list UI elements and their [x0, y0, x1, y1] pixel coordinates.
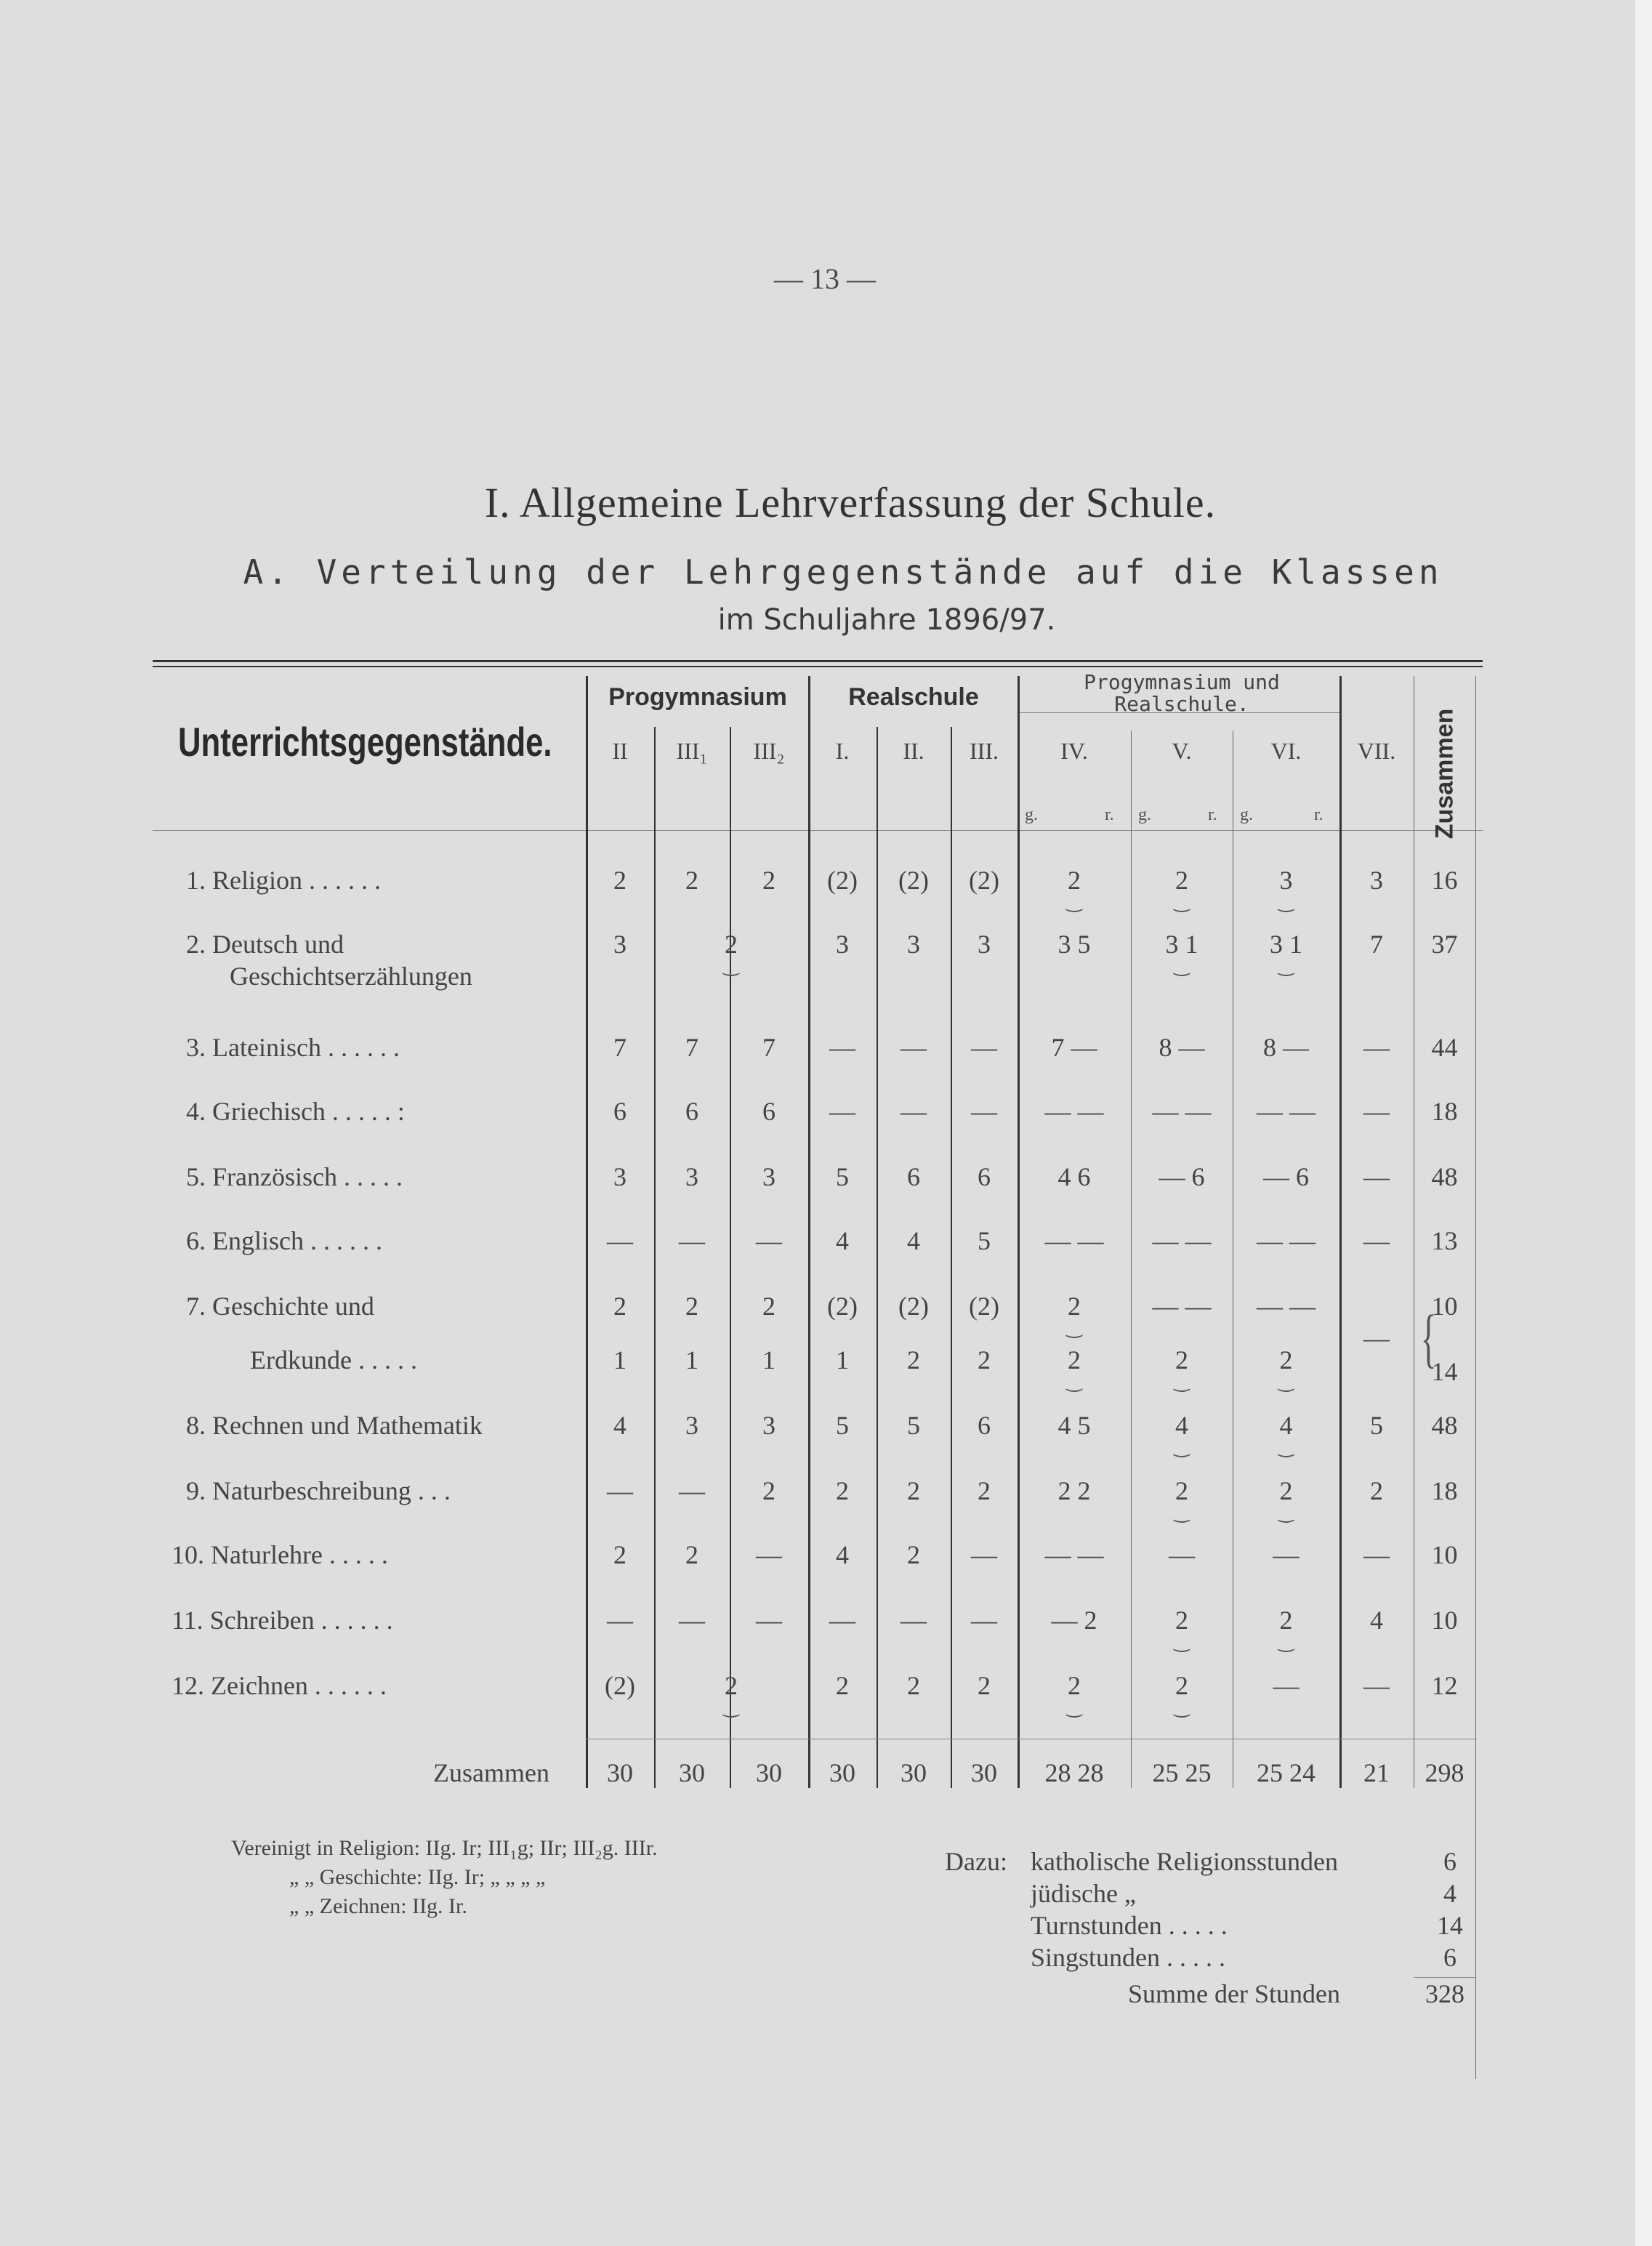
table-cell: — [971, 1606, 997, 1635]
table-cell: — [1363, 1540, 1390, 1569]
col-header: III₁ [676, 738, 708, 764]
row-total: 48 [1431, 1162, 1458, 1191]
subject-label: 12. Zeichnen . . . . . . [172, 1671, 387, 1700]
gr-label: g. [1025, 805, 1038, 824]
table-cell: 7 [1370, 930, 1383, 959]
merge-brace: ‿ [723, 955, 739, 976]
table-cell: — [1363, 1097, 1390, 1126]
table-cell: 7 [685, 1033, 698, 1062]
table-cell: 8 — [1159, 1033, 1205, 1062]
table-cell: — [1169, 1540, 1195, 1569]
table-cell: 2 [685, 866, 698, 895]
table-cell: (2) [898, 866, 929, 895]
subject-label: 1. Religion . . . . . . [186, 866, 381, 895]
subtitle-year: im Schuljahre 1896/97. [717, 603, 1056, 637]
table-cell: — [1363, 1162, 1390, 1191]
table-cell: — [1363, 1226, 1390, 1255]
table-cell: 2 [836, 1671, 849, 1700]
col-header: I. [835, 738, 850, 764]
column-total: 30 [679, 1758, 705, 1787]
column-total: 30 [971, 1758, 997, 1787]
table-cell: — — [1044, 1540, 1104, 1569]
table-cell: — — [1257, 1292, 1315, 1321]
subject-label: 8. Rechnen und Mathematik [186, 1411, 483, 1440]
table-cell: 2 [1175, 1476, 1188, 1505]
row-total: 48 [1431, 1411, 1458, 1440]
table-cell: 2 [907, 1345, 920, 1374]
table-cell: 2 [836, 1476, 849, 1505]
subject-label: 7. Geschichte und [186, 1292, 374, 1321]
merge-brace: ‿ [723, 1696, 739, 1718]
table-cell: 3 5 [1057, 930, 1091, 959]
table-cell: 2 [1175, 1606, 1188, 1635]
merge-brace: ‿ [1174, 1696, 1190, 1718]
table-cell: 2 [1175, 1671, 1188, 1700]
column-total: 30 [756, 1758, 782, 1787]
subject-label: 2. Deutsch und [186, 930, 344, 959]
table-cell: (2) [969, 866, 999, 895]
table-cell: 3 [1279, 866, 1293, 895]
table-cell: 2 [978, 1671, 991, 1700]
extra-value: 6 [1443, 1943, 1456, 1972]
subject-label: 3. Lateinisch . . . . . . [186, 1033, 400, 1062]
row-total: 13 [1431, 1226, 1458, 1255]
table-cell: 2 [762, 1292, 775, 1321]
dazu-label: Dazu: [945, 1847, 1007, 1876]
table-cell: 5 [1370, 1411, 1383, 1440]
table-cell: 2 [907, 1671, 920, 1700]
table-cell: — [829, 1606, 855, 1635]
table-cell: 8 — [1263, 1033, 1309, 1062]
table-top-rule-2 [153, 666, 1483, 667]
grand-total: 298 [1425, 1758, 1464, 1787]
note-line: „ „ Geschichte: IIg. Ir; „ „ „ „ [289, 1865, 546, 1889]
merge-brace: ‿ [1278, 891, 1294, 912]
table-cell: 4 [613, 1411, 626, 1440]
table-cell: 2 [685, 1540, 698, 1569]
page-edge [1635, 0, 1652, 2246]
page-title: I. Allgemeine Lehrverfassung der Schule. [484, 479, 1217, 526]
table-cell: 6 [613, 1097, 626, 1126]
merge-brace: ‿ [1066, 1371, 1082, 1392]
subject-label: 11. Schreiben . . . . . . [172, 1606, 393, 1635]
extra-label: jüdische „ [1031, 1879, 1136, 1908]
table-cell: — [900, 1033, 927, 1062]
merge-brace: ‿ [1174, 1371, 1190, 1392]
extra-label: katholische Religionsstunden [1031, 1847, 1338, 1876]
column-total: 30 [607, 1758, 633, 1787]
col-header: VI. [1270, 738, 1302, 764]
table-cell: 3 [685, 1162, 698, 1191]
table-cell: — [1273, 1671, 1300, 1700]
sum-label: Summe der Stunden [1128, 1979, 1340, 2008]
table-cell: — — [1152, 1226, 1212, 1255]
table-cell: — 6 [1263, 1162, 1309, 1191]
table-cell: — 6 [1159, 1162, 1205, 1191]
merge-brace: ‿ [1278, 955, 1294, 976]
table-cell: 2 [762, 866, 775, 895]
merge-brace: ‿ [1174, 891, 1190, 912]
table-cell: — — [1044, 1097, 1104, 1126]
table-cell: — [1363, 1033, 1390, 1062]
table-cell: — [679, 1226, 705, 1255]
extra-value: 6 [1443, 1847, 1456, 1876]
table-cell: — [679, 1476, 705, 1505]
table-cell-merged: 2 [725, 930, 738, 959]
row-total: 12 [1431, 1671, 1458, 1700]
table-cell: 7 — [1051, 1033, 1097, 1062]
table-cell: — [829, 1097, 855, 1126]
table-cell: 7 [613, 1033, 626, 1062]
subject-label: 6. Englisch . . . . . . [186, 1226, 382, 1255]
merge-brace: ‿ [1174, 1631, 1190, 1652]
merge-brace: ‿ [1174, 1436, 1190, 1457]
row-total: 37 [1431, 930, 1458, 959]
column-total: 30 [900, 1758, 927, 1787]
row-total: 10 [1431, 1606, 1458, 1635]
table-cell: 2 [978, 1345, 991, 1374]
table-cell: 4 6 [1057, 1162, 1091, 1191]
column-total: 28 28 [1044, 1758, 1104, 1787]
table-cell: 2 [613, 866, 626, 895]
note-line: „ „ Zeichnen: IIg. Ir. [289, 1894, 467, 1918]
table-cell: 6 [762, 1097, 775, 1126]
column-total: 25 24 [1257, 1758, 1315, 1787]
table-cell: 3 [836, 930, 849, 959]
table-cell: — [829, 1033, 855, 1062]
table-cell: 3 [762, 1411, 775, 1440]
table-cell: 3 [613, 1162, 626, 1191]
table-cell: 2 [762, 1476, 775, 1505]
table-cell: — — [1044, 1226, 1104, 1255]
table-cell: 2 [907, 1540, 920, 1569]
table-cell: — [756, 1606, 782, 1635]
row-total: 10 [1431, 1292, 1458, 1321]
table-cell: 2 2 [1057, 1476, 1091, 1505]
table-cell: 3 [613, 930, 626, 959]
table-cell: 2 [1279, 1476, 1293, 1505]
table-cell: — — [1257, 1226, 1315, 1255]
col-header: III₂ [753, 738, 785, 764]
col-header: II [612, 738, 628, 764]
row-total: 14 [1431, 1357, 1458, 1386]
row-total: 44 [1431, 1033, 1458, 1062]
group-progymnasium: Progymnasium [608, 683, 787, 711]
gr-label: r. [1208, 805, 1217, 824]
note-line: Vereinigt in Religion: IIg. Ir; III₁g; IIr; III₂g. IIIr. [231, 1836, 658, 1860]
subject-label: 9. Naturbeschreibung . . . [186, 1476, 451, 1505]
merge-brace: ‿ [1278, 1436, 1294, 1457]
extra-label: Singstunden . . . . . [1031, 1943, 1226, 1972]
row-total: 18 [1431, 1476, 1458, 1505]
table-cell: 4 [836, 1540, 849, 1569]
col-header: IV. [1060, 738, 1088, 764]
table-cell: (2) [969, 1292, 999, 1321]
gr-label: r. [1314, 805, 1323, 824]
column-total: 30 [829, 1758, 855, 1787]
table-cell: — — [1257, 1097, 1315, 1126]
table-cell: 4 [907, 1226, 920, 1255]
table-cell: 6 [685, 1097, 698, 1126]
merge-brace: ‿ [1066, 1696, 1082, 1718]
table-cell: — 2 [1051, 1606, 1097, 1635]
merge-brace: ‿ [1174, 955, 1190, 976]
sum-value: 328 [1425, 1979, 1464, 2008]
table-cell: 2 [1068, 1345, 1081, 1374]
table-cell: — — [1152, 1097, 1212, 1126]
subject-label: 5. Französisch . . . . . [186, 1162, 403, 1191]
column-total: 21 [1363, 1758, 1390, 1787]
merge-brace: ‿ [1278, 1631, 1294, 1652]
table-cell: — [971, 1097, 997, 1126]
table-cell-merged: 2 [725, 1671, 738, 1700]
col-header: III. [970, 738, 999, 764]
table-cell: — [756, 1540, 782, 1569]
table-cell: 2 [1175, 866, 1188, 895]
gr-label: g. [1138, 805, 1151, 824]
table-cell: 5 [978, 1226, 991, 1255]
table-cell: 2 [685, 1292, 698, 1321]
table-cell: 2 [1175, 1345, 1188, 1374]
table-cell: — [607, 1226, 633, 1255]
table-cell: 1 [685, 1345, 698, 1374]
column-total: 25 25 [1152, 1758, 1212, 1787]
table-cell: — [607, 1476, 633, 1505]
table-cell: 3 [978, 930, 991, 959]
subject-label: 4. Griechisch . . . . . : [186, 1097, 405, 1126]
col-header: V. [1172, 738, 1192, 764]
table-cell: 6 [978, 1162, 991, 1191]
zusammen-header: Zusammen [1430, 708, 1459, 840]
subject-label-2: Geschichtserzählungen [230, 962, 472, 991]
table-top-rule [153, 660, 1483, 662]
table-cell: 4 [1370, 1606, 1383, 1635]
table-cell: 2 [1279, 1606, 1293, 1635]
subtitle: A. Verteilung der Lehrgegenstände auf die Klassen [243, 552, 1443, 592]
table-cell: 2 [978, 1476, 991, 1505]
table-cell: (2) [827, 866, 858, 895]
table-cell: 5 [907, 1411, 920, 1440]
col-rule [1475, 676, 1476, 2079]
table-cell: (2) [827, 1292, 858, 1321]
header-bottom-rule [153, 830, 1483, 831]
subject-label: Erdkunde . . . . . [250, 1345, 417, 1374]
gr-label: r. [1105, 805, 1114, 824]
table-cell: 2 [907, 1476, 920, 1505]
table-cell: — [971, 1033, 997, 1062]
page-number: — 13 — [774, 262, 876, 295]
table-cell: (2) [898, 1292, 929, 1321]
table-cell: 1 [613, 1345, 626, 1374]
table-cell: (2) [605, 1671, 635, 1700]
col-header: II. [903, 738, 924, 764]
row-total: 10 [1431, 1540, 1458, 1569]
table-cell: 2 [1279, 1345, 1293, 1374]
table-cell: 2 [1068, 1292, 1081, 1321]
table-cell: 2 [1068, 866, 1081, 895]
table-cell: — [679, 1606, 705, 1635]
table-cell: 2 [1068, 1671, 1081, 1700]
sum-rule [1414, 1977, 1475, 1978]
table-cell: 2 [613, 1540, 626, 1569]
gr-label: g. [1240, 805, 1253, 824]
table-cell: 3 [762, 1162, 775, 1191]
total-brace: { [1420, 1303, 1437, 1374]
extra-value: 4 [1443, 1879, 1456, 1908]
subjects-header: Unterrichtsgegenstände. [178, 719, 552, 765]
zusammen-label: Zusammen [433, 1758, 549, 1787]
row-total: 16 [1431, 866, 1458, 895]
table-cell: — [900, 1097, 927, 1126]
row-total: 18 [1431, 1097, 1458, 1126]
table-cell: 3 1 [1270, 930, 1302, 959]
table-cell: 1 [836, 1345, 849, 1374]
table-cell: 2 [613, 1292, 626, 1321]
table-cell: — — [1152, 1292, 1212, 1321]
table-cell: — [607, 1606, 633, 1635]
table-cell: 3 1 [1165, 930, 1198, 959]
merge-brace: ‿ [1066, 1317, 1082, 1338]
table-cell: 4 [1175, 1411, 1188, 1440]
extra-value: 14 [1437, 1911, 1463, 1940]
table-cell: — [971, 1540, 997, 1569]
table-cell: — [1273, 1540, 1300, 1569]
merge-brace: ‿ [1174, 1502, 1190, 1523]
merge-brace: ‿ [1278, 1371, 1294, 1392]
table-cell: 3 [907, 930, 920, 959]
table-cell: 1 [762, 1345, 775, 1374]
table-cell: 4 [836, 1226, 849, 1255]
subject-label: 10. Naturlehre . . . . . [172, 1540, 388, 1569]
col-header: VII. [1357, 738, 1396, 764]
table-cell: 7 [762, 1033, 775, 1062]
table-cell: 4 [1279, 1411, 1293, 1440]
table-cell: 3 [1370, 866, 1383, 895]
group-combined: Progymnasium und Realschule. [1084, 670, 1280, 716]
table-cell: — [756, 1226, 782, 1255]
merge-brace: ‿ [1066, 891, 1082, 912]
table-cell: 3 [685, 1411, 698, 1440]
table-cell: 2 [1370, 1476, 1383, 1505]
group-realschule: Realschule [848, 683, 979, 711]
table-cell: 5 [836, 1411, 849, 1440]
table-cell: 6 [907, 1162, 920, 1191]
table-cell: 6 [978, 1411, 991, 1440]
table-cell: — [1363, 1671, 1390, 1700]
table-cell: — [900, 1606, 927, 1635]
merge-brace: ‿ [1278, 1502, 1294, 1523]
extra-label: Turnstunden . . . . . [1031, 1911, 1228, 1940]
table-cell: — [1363, 1324, 1390, 1353]
table-cell: 4 5 [1057, 1411, 1091, 1440]
table-cell: 5 [836, 1162, 849, 1191]
